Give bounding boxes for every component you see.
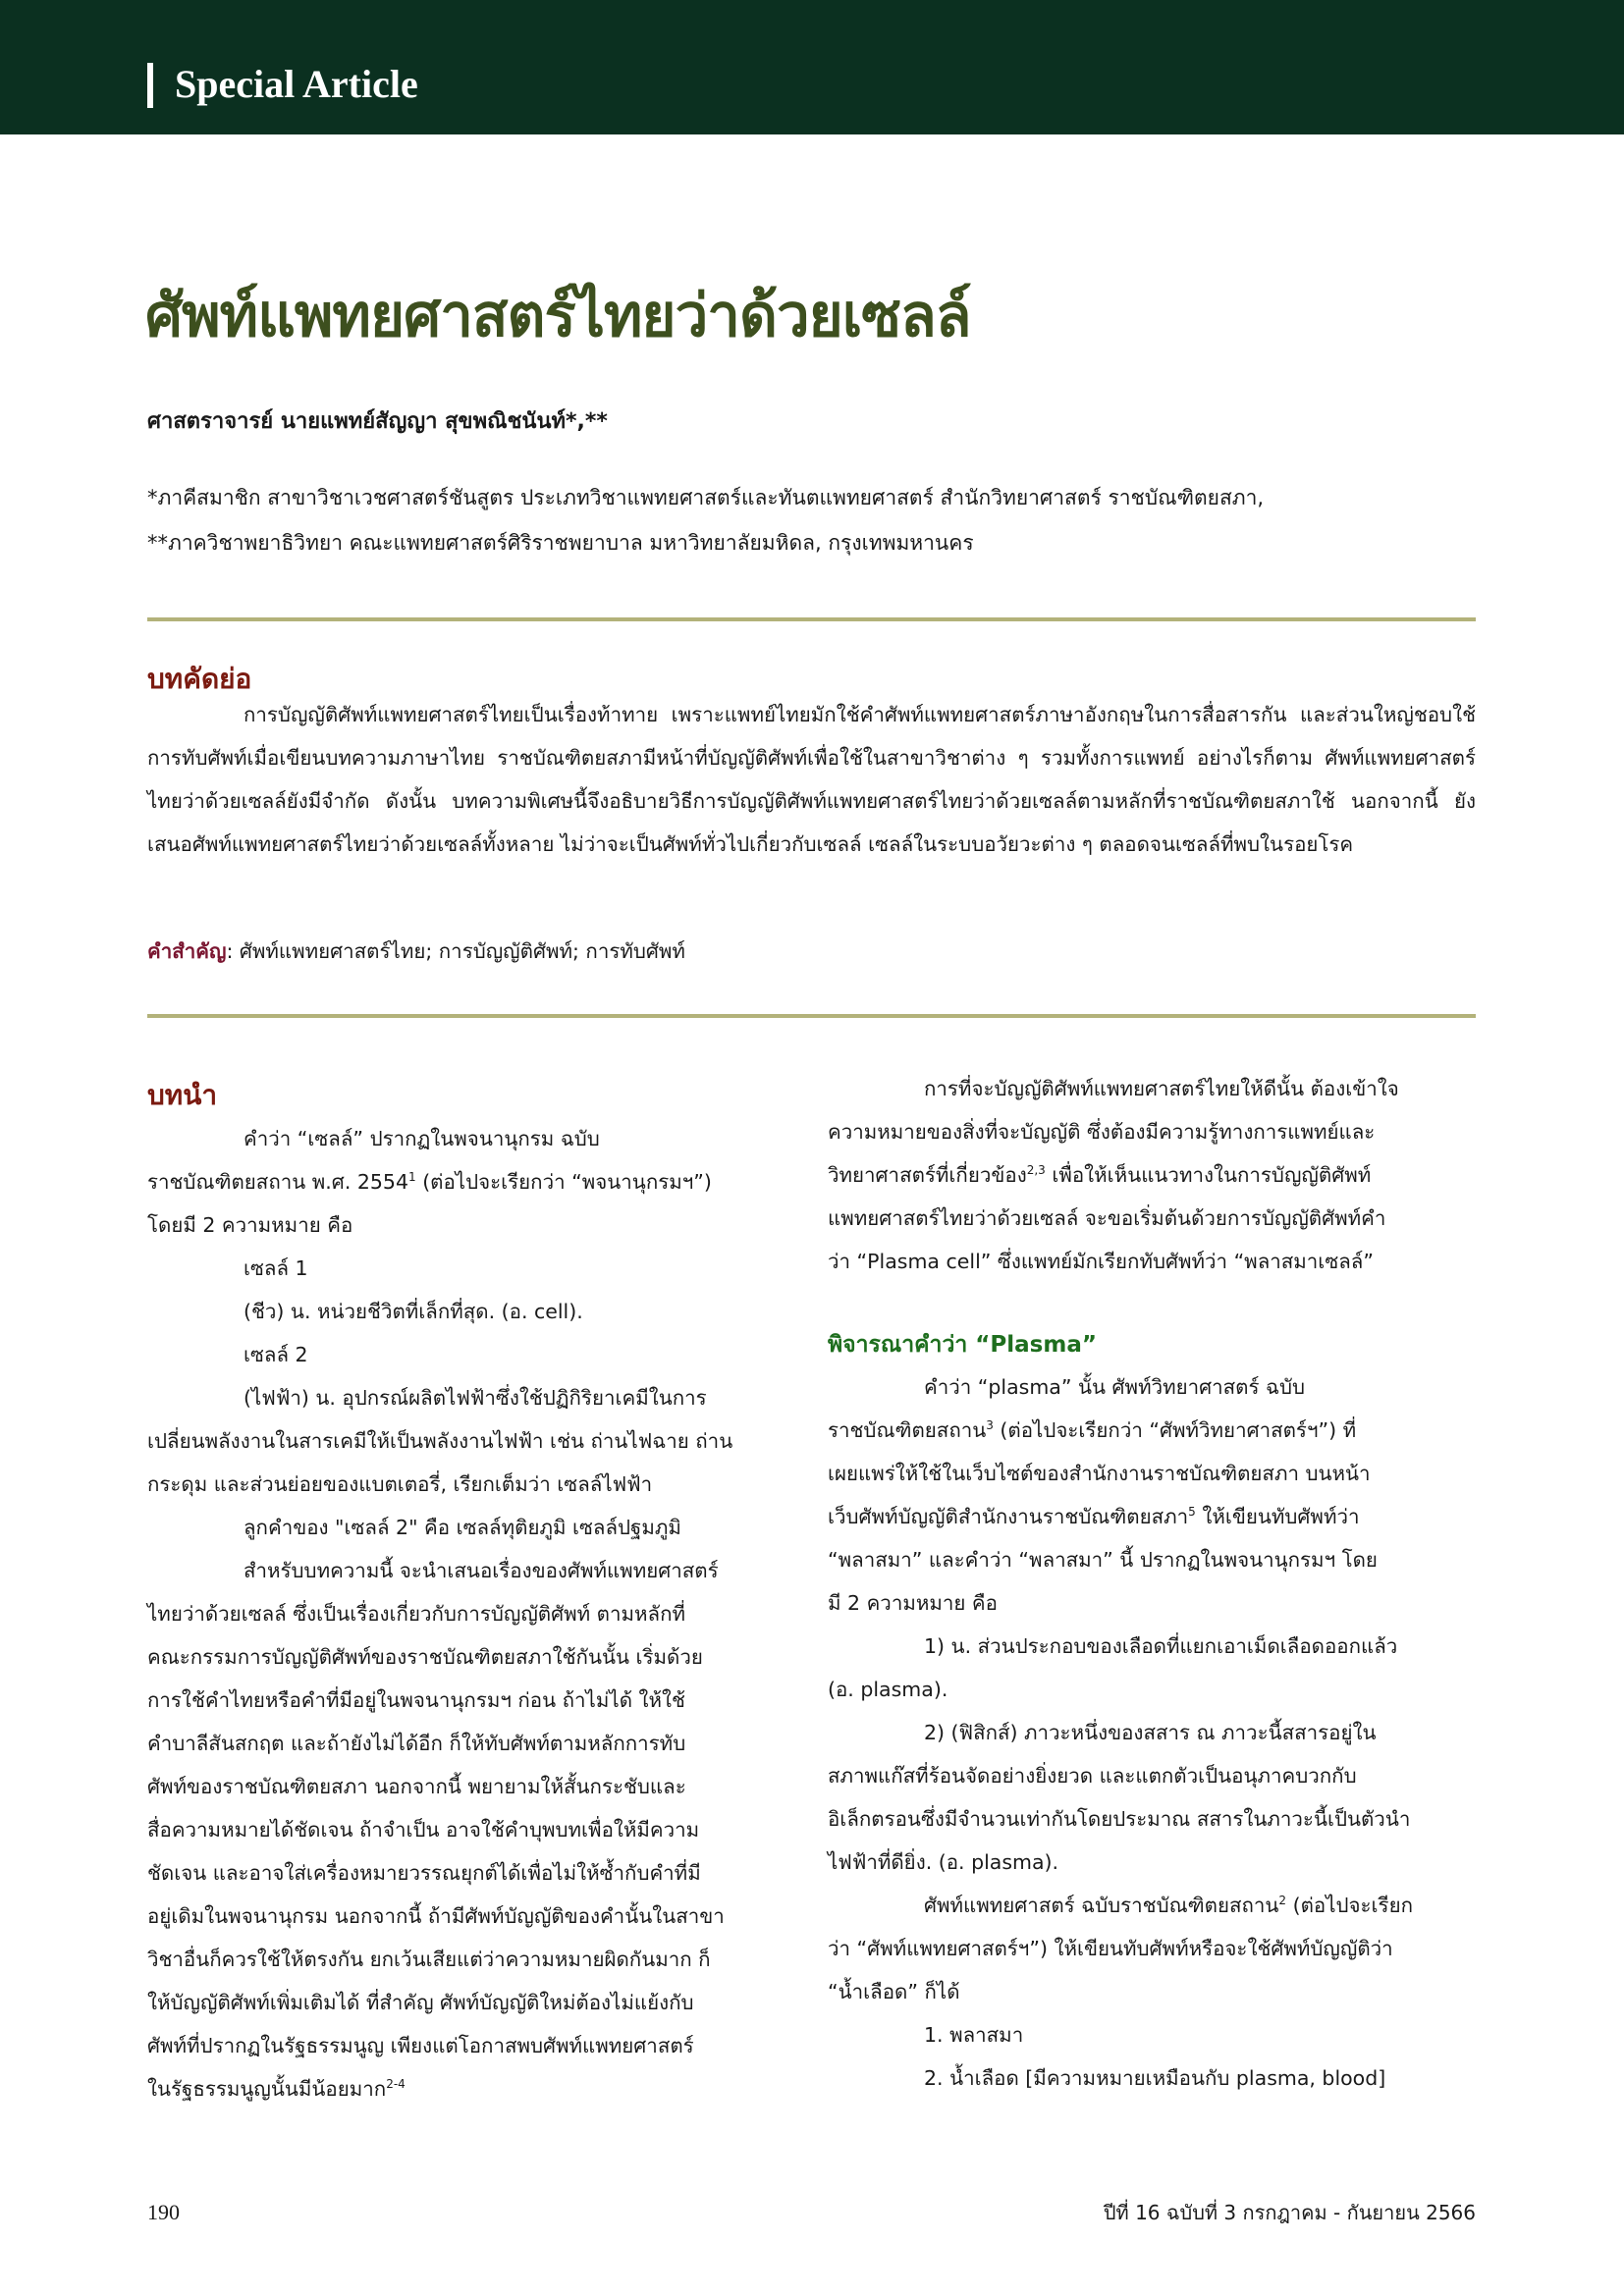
abstract-body: การบัญญัติศัพท์แพทยศาสตร์ไทยเป็นเรื่องท้าทาย เพราะแพทย์ไทยมักใช้คำศัพท์แพทยศาสตร์ภาษาอังกฤษในการสื่อสารกัน และส่วนใหญ่ชอบใช้การทับศัพท์เมื่อเขียนบทความภาษาไทย ราชบัณฑิตยสภามีหน้าที่บัญญัติศัพท์เพื่อใช้ในสาขาวิชาต่าง ๆ รวมทั้งการแพทย์ อย่างไรก็ตาม ศัพท์แพทยศาสตร์ไทยว่าด้วยเซลล์ยังมีจำกัด ดังนั้น บทความพิเศษนี้จึงอธิบายวิธีการบัญญัติศัพท์แพทยศาสตร์ไทยว่าด้วยเซลล์ตามหลักที่ราชบัณฑิตยสภาใช้ นอกจากนี้ ยังเสนอศัพท์แพทยศาสตร์ไทยว่าด้วยเซลล์ทั้งหลาย ไม่ว่าจะเป็นศัพท์ทั่วไปเกี่ยวกับเซลล์ เซลล์ในระบบอวัยวะต่าง ๆ ตลอดจนเซลล์ที่พบในรอยโรค [147, 703, 1476, 856]
line-text: คำว่า “plasma” นั้น ศัพท์วิทยาศาสตร์ ฉบับ [924, 1375, 1305, 1399]
keywords-label: คำสำคัญ [147, 939, 227, 963]
text-line [147, 1333, 795, 1376]
line-text: คำว่า “เซลล์” ปรากฏในพจนานุกรม ฉบับ [244, 1127, 600, 1150]
line-text: วิทยาศาสตร์ที่เกี่ยวข้อง [828, 1163, 1027, 1187]
line-text: ความหมายของสิ่งที่จะบัญญัติ ซึ่งต้องมีความรู้ทางการแพทย์และ [828, 1120, 1376, 1144]
citation-superscript: 2-4 [386, 2077, 406, 2092]
line-text: ว่า “Plasma cell” ซึ่งแพทย์มักเรียกทับศัพท์ว่า “พลาสมาเซลล์” [828, 1250, 1374, 1273]
line-text: เปลี่ยนพลังงานในสารเคมีให้เป็นพลังงานไฟฟ้า เช่น ถ่านไฟฉาย ถ่าน [147, 1429, 733, 1453]
text-line [828, 1754, 1476, 1797]
divider-top [147, 617, 1476, 621]
text-line [147, 1808, 795, 1851]
line-text: เซลล์ 1 [244, 1256, 308, 1280]
affiliation-2: **ภาควิชาพยาธิวิทยา คณะแพทยศาสตร์ศิริราชพยาบาล มหาวิทยาลัยมหิดล, กรุงเทพมหานคร [147, 531, 974, 555]
text-line [147, 2067, 795, 2110]
text-line [828, 1409, 1476, 1452]
text-line [147, 1895, 795, 1938]
line-text: กระดุม และส่วนย่อยของแบตเตอรี่, เรียกเต็มว่า เซลล์ไฟฟ้า [147, 1472, 653, 1496]
line-text-continued: เพื่อให้เห็นแนวทางในการบัญญัติศัพท์ [1045, 1163, 1372, 1187]
header-accent-bar [147, 63, 153, 108]
keywords-line [147, 930, 685, 973]
line-text: (ไฟฟ้า) น. อุปกรณ์ผลิตไฟฟ้าซึ่งใช้ปฏิกิริยาเคมีในการ [244, 1386, 707, 1410]
text-line [147, 1203, 795, 1247]
line-text: ชัดเจน และอาจใส่เครื่องหมายวรรณยุกต์ได้เพื่อไม่ให้ซ้ำกับคำที่มี [147, 1861, 701, 1885]
line-text: ไทยว่าด้วยเซลล์ ซึ่งเป็นเรื่องเกี่ยวกับการบัญญัติศัพท์ ตามหลักที่ [147, 1602, 686, 1626]
subheading-plasma: พิจารณาคำว่า “Plasma” [828, 1332, 1097, 1358]
text-line [828, 1711, 1476, 1754]
line-text: ให้บัญญัติศัพท์เพิ่มเติมได้ ที่สำคัญ ศัพท์บัญญัติใหม่ต้องไม่แย้งกับ [147, 1991, 694, 2014]
text-line [828, 1240, 1476, 1283]
line-text: มี 2 ความหมาย คือ [828, 1591, 998, 1615]
text-line [147, 1765, 795, 1808]
text-line [828, 1668, 1476, 1711]
line-text-continued: (ต่อไปจะเรียก [1286, 1894, 1413, 1917]
text-line [147, 1290, 795, 1333]
line-text-continued: (ต่อไปจะเรียกว่า “พจนานุกรมฯ”) [415, 1170, 712, 1194]
keywords-text: : ศัพท์แพทยศาสตร์ไทย; การบัญญัติศัพท์; การทับศัพท์ [226, 939, 685, 963]
article-title: ศัพท์แพทยศาสตร์ไทยว่าด้วยเซลล์ [145, 282, 971, 350]
line-text: โดยมี 2 ความหมาย คือ [147, 1213, 353, 1237]
line-text: ลูกคำของ "เซลล์ 2" คือ เซลล์ทุติยภูมิ เซลล์ปฐมภูมิ [244, 1516, 681, 1539]
journal-issue: ปีที่ 16 ฉบับที่ 3 กรกฎาคม - กันยายน 2566 [1103, 2201, 1476, 2224]
text-line [828, 1153, 1476, 1197]
text-line [828, 1884, 1476, 1927]
citation-superscript: 5 [1188, 1505, 1196, 1520]
text-line [147, 1549, 795, 1592]
text-line [147, 1851, 795, 1895]
line-text: “พลาสมา” และคำว่า “พลาสมา” นี้ ปรากฏในพจนานุกรมฯ โดย [828, 1548, 1378, 1572]
line-text: แพทยศาสตร์ไทยว่าด้วยเซลล์ จะขอเริ่มต้นด้วยการบัญญัติศัพท์คำ [828, 1206, 1386, 1230]
line-text: 1) น. ส่วนประกอบของเลือดที่แยกเอาเม็ดเลือดออกแล้ว [924, 1634, 1398, 1658]
citation-superscript: 2 [1278, 1894, 1287, 1908]
line-text-continued: ให้เขียนทับศัพท์ว่า [1195, 1505, 1360, 1528]
abstract-heading: บทคัดย่อ [147, 663, 252, 695]
text-line [147, 1419, 795, 1463]
intro-left-column [147, 1117, 795, 2110]
intro-heading: บทนำ [147, 1079, 218, 1111]
line-text: (ชีว) น. หน่วยชีวิตที่เล็กที่สุด. (อ. cell). [244, 1300, 583, 1323]
text-line [828, 1197, 1476, 1240]
line-text: 2) (ฟิสิกส์) ภาวะหนึ่งของสสาร ณ ภาวะนี้สสารอยู่ใน [924, 1721, 1377, 1744]
article-author: ศาสตราจารย์ นายแพทย์สัญญา สุขพณิชนันท์*,** [147, 409, 608, 434]
text-line [828, 1365, 1476, 1409]
line-text: “น้ำเลือด” ก็ได้ [828, 1980, 960, 2003]
line-text: ศัพท์ของราชบัณฑิตยสภา นอกจากนี้ พยายามให้สั้นกระชับและ [147, 1775, 686, 1798]
text-line [147, 1981, 795, 2024]
citation-superscript: 3 [986, 1418, 994, 1433]
text-line [828, 1538, 1476, 1581]
line-text: คณะกรรมการบัญญัติศัพท์ของราชบัณฑิตยสภาใช้กันนั้น เริ่มด้วย [147, 1645, 703, 1669]
text-line [147, 1376, 795, 1419]
line-text: สภาพแก๊สที่ร้อนจัดอย่างยิ่งยวด และแตกตัวเป็นอนุภาคบวกกับ [828, 1764, 1357, 1788]
line-text: เว็บศัพท์บัญญัติสำนักงานราชบัณฑิตยสภา [828, 1505, 1189, 1528]
text-line [828, 1581, 1476, 1625]
text-line [147, 1592, 795, 1635]
citation-superscript: 1 [408, 1170, 416, 1185]
line-text: สื่อความหมายได้ชัดเจน ถ้าจำเป็น อาจใช้คำบุพบทเพื่อให้มีความ [147, 1818, 700, 1842]
line-text: คำบาลีสันสกฤต และถ้ายังไม่ได้อีก ก็ให้ทับศัพท์ตามหลักการทับ [147, 1732, 686, 1755]
text-line [147, 1722, 795, 1765]
intro-right-column-bottom [828, 1365, 1476, 2100]
text-line [147, 1117, 795, 1160]
line-text: อิเล็กตรอนซึ่งมีจำนวนเท่ากันโดยประมาณ สสารในภาวะนี้เป็นตัวนำ [828, 1807, 1411, 1831]
text-line [828, 1452, 1476, 1495]
line-text: (อ. plasma). [828, 1678, 948, 1701]
text-line [828, 1495, 1476, 1538]
text-line [147, 1247, 795, 1290]
divider-bottom [147, 1014, 1476, 1018]
text-line [828, 1110, 1476, 1153]
text-line [147, 1463, 795, 1506]
text-line [147, 2024, 795, 2067]
line-text: การที่จะบัญญัติศัพท์แพทยศาสตร์ไทยให้ดีนั้น ต้องเข้าใจ [924, 1077, 1399, 1100]
line-text: ในรัฐธรรมนูญนั้นมีน้อยมาก [147, 2077, 387, 2101]
text-line [147, 1635, 795, 1679]
line-text: ศัพท์ที่ปรากฏในรัฐธรรมนูญ เพียงแต่โอกาสพบศัพท์แพทยศาสตร์ [147, 2034, 694, 2057]
line-text: 1. พลาสมา [924, 2023, 1024, 2047]
section-label: Special Article [175, 62, 418, 106]
text-line [147, 1938, 795, 1981]
line-text: การใช้คำไทยหรือคำที่มีอยู่ในพจนานุกรมฯ ก่อน ถ้าไม่ได้ ให้ใช้ [147, 1688, 685, 1712]
section-header-banner [0, 0, 1624, 134]
text-line [828, 1970, 1476, 2013]
text-line [828, 1841, 1476, 1884]
text-line [828, 1625, 1476, 1668]
line-text: ว่า “ศัพท์แพทยศาสตร์ฯ”) ให้เขียนทับศัพท์หรือจะใช้ศัพท์บัญญัติว่า [828, 1937, 1393, 1960]
text-line [828, 1797, 1476, 1841]
text-line [147, 1160, 795, 1203]
text-line [828, 1927, 1476, 1970]
line-text: อยู่เดิมในพจนานุกรม นอกจากนี้ ถ้ามีศัพท์บัญญัติของคำนั้นในสาขา [147, 1904, 725, 1928]
line-text: 2. น้ำเลือด [มีความหมายเหมือนกับ plasma, blood] [924, 2066, 1386, 2090]
line-text: สำหรับบทความนี้ จะนำเสนอเรื่องของศัพท์แพทยศาสตร์ [244, 1559, 719, 1582]
line-text: เผยแพร่ให้ใช้ในเว็บไซต์ของสำนักงานราชบัณฑิตยสภา บนหน้า [828, 1462, 1371, 1485]
text-line [828, 2056, 1476, 2100]
intro-right-column-top [828, 1067, 1476, 1283]
text-line [828, 2013, 1476, 2056]
citation-superscript: 2,3 [1026, 1163, 1046, 1178]
line-text: วิชาอื่นก็ควรใช้ให้ตรงกัน ยกเว้นเสียแต่ว่าความหมายผิดกันมาก ก็ [147, 1948, 711, 1971]
line-text: เซลล์ 2 [244, 1343, 308, 1366]
line-text: ศัพท์แพทยศาสตร์ ฉบับราชบัณฑิตยสถาน [924, 1894, 1279, 1917]
line-text: ราชบัณฑิตยสถาน [828, 1418, 987, 1442]
page-number: 190 [147, 2200, 180, 2224]
line-text-continued: (ต่อไปจะเรียกว่า “ศัพท์วิทยาศาสตร์ฯ”) ที่ [993, 1418, 1357, 1442]
line-text: ไฟฟ้าที่ดียิ่ง. (อ. plasma). [828, 1850, 1059, 1874]
affiliation-1: *ภาคีสมาชิก สาขาวิชาเวชศาสตร์ชันสูตร ประเภทวิชาแพทยศาสตร์และทันตแพทยศาสตร์ สำนักวิทยาศาสตร์ ราชบัณฑิตยสภา, [147, 486, 1265, 509]
line-text: ราชบัณฑิตยสถาน พ.ศ. 2554 [147, 1170, 409, 1194]
text-line [828, 1067, 1476, 1110]
text-line [147, 1506, 795, 1549]
text-line [147, 1679, 795, 1722]
